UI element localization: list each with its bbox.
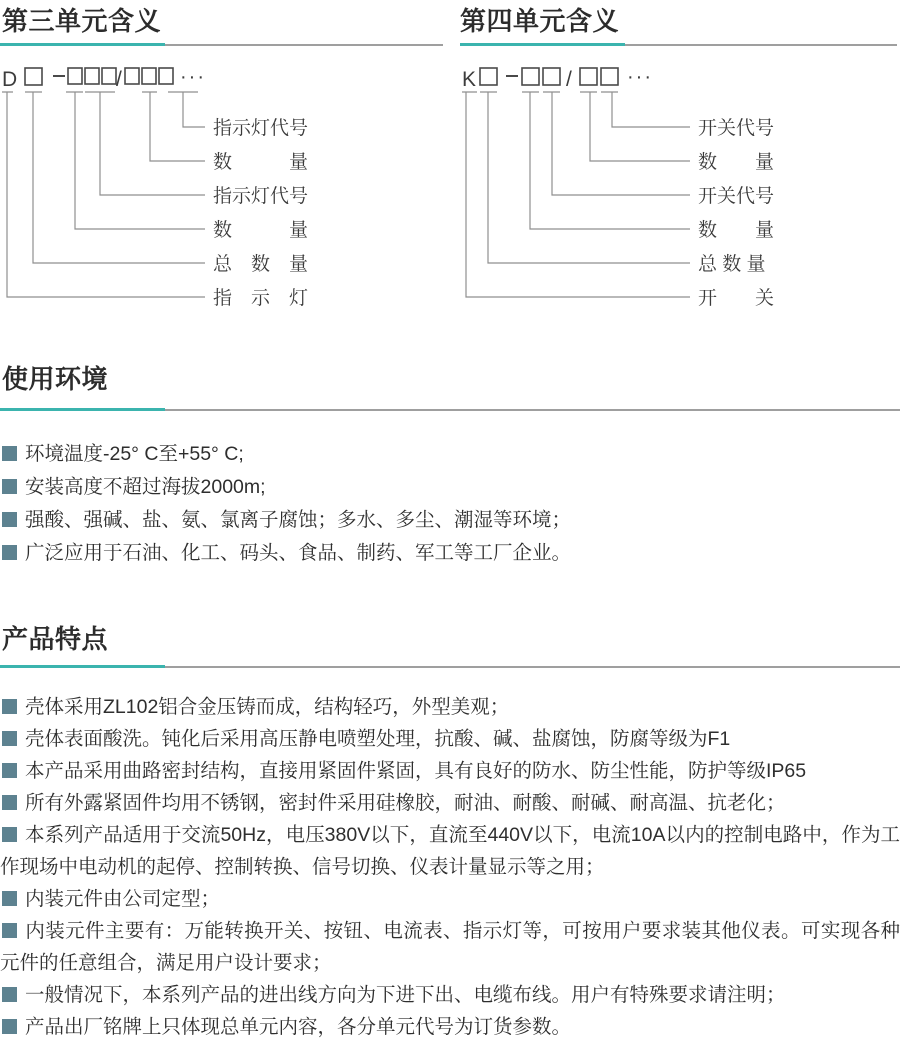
environment-item-text: 环境温度-25° C至+55° C;: [25, 443, 244, 465]
diagram-label: 指 示 灯: [213, 288, 309, 309]
unit3-underline: [0, 44, 443, 46]
environment-item: [0, 537, 900, 570]
feature-item: [0, 819, 900, 883]
diagram-label: 数 量: [698, 220, 775, 241]
unit3-title: 第三单元含义: [2, 6, 162, 36]
feature-item-text: 一般情况下，本系列产品的进出线方向为下进下出、电缆布线。用户有特殊要求请注明；: [25, 984, 786, 1006]
feature-item: [0, 979, 900, 1011]
diagram-label: 指示灯代号: [213, 186, 309, 207]
diagram-label: 总 数 量: [213, 254, 309, 275]
features-list: [0, 691, 900, 1043]
environment-item: [0, 438, 900, 471]
unit4-code-slash: /: [566, 68, 572, 91]
diagram-label: 指示灯代号: [213, 118, 309, 139]
bullet-square-icon: [2, 479, 17, 494]
environment-item-text: 强酸、强碱、盐、氨、氯离子腐蚀；多水、多尘、潮湿等环境；: [25, 509, 572, 531]
code-box: [125, 68, 139, 84]
diagram-label: 数 量: [213, 220, 309, 241]
diagram-label: 数 量: [698, 152, 775, 173]
environment-title: 使用环境: [2, 364, 109, 394]
environment-item-text: 安装高度不超过海拔2000m;: [25, 476, 266, 498]
feature-item-text: 本产品采用曲路密封结构，直接用紧固件紧固，具有良好的防水、防尘性能，防护等级IP65: [25, 760, 807, 782]
unit3-code-dots: ···: [180, 66, 206, 88]
bullet-square-icon: [2, 923, 17, 938]
code-box: [102, 68, 116, 84]
features-title: 产品特点: [2, 624, 109, 654]
unit4-code-diagram: [450, 60, 900, 310]
feature-item: [0, 915, 900, 979]
feature-item-text: 所有外露紧固件均用不锈钢，密封件采用硅橡胶，耐油、耐酸、耐碱、耐高温、抗老化；: [25, 792, 786, 814]
feature-item: [0, 755, 900, 787]
feature-item-text: 内装元件主要有：万能转换开关、按钮、电流表、指示灯等，可按用户要求装其他仪表。可实现各种元件的任意组合，满足用户设计要求；: [0, 920, 900, 974]
environment-list: [0, 438, 900, 570]
feature-item-text: 壳体表面酸洗。钝化后采用高压静电喷塑处理，抗酸、碱、盐腐蚀，防腐等级为F1: [25, 728, 731, 750]
bullet-square-icon: [2, 891, 17, 906]
bullet-square-icon: [2, 763, 17, 778]
bullet-square-icon: [2, 731, 17, 746]
code-box: [601, 68, 618, 85]
code-box: [68, 68, 82, 84]
code-box: [580, 68, 597, 85]
bullet-square-icon: [2, 545, 17, 560]
connector-line: [85, 92, 205, 195]
features-underline-accent: [0, 665, 165, 668]
code-box: [522, 68, 539, 85]
bullet-square-icon: [2, 795, 17, 810]
diagram-label: 开 关: [698, 288, 775, 309]
unit4-code-prefix: K: [462, 68, 477, 91]
diagram-label: 总 数 量: [698, 254, 766, 275]
bullet-square-icon: [2, 512, 17, 527]
environment-item: [0, 504, 900, 537]
feature-item-text: 内装元件由公司定型；: [25, 888, 221, 910]
bullet-square-icon: [2, 1019, 17, 1034]
environment-underline: [0, 409, 900, 411]
unit3-code-prefix: D: [2, 68, 18, 91]
diagram-label: 开关代号: [698, 186, 775, 207]
unit4-underline-accent: [460, 43, 625, 46]
feature-item-text: 产品出厂铭牌上只体现总单元内容，各分单元代号为订货参数。: [25, 1016, 572, 1038]
feature-item: [0, 883, 900, 915]
feature-item: [0, 691, 900, 723]
bullet-square-icon: [2, 699, 17, 714]
feature-item: [0, 723, 900, 755]
unit3-code-diagram: [0, 60, 450, 310]
bullet-square-icon: [2, 827, 17, 842]
code-box: [543, 68, 560, 85]
diagram-label: 开关代号: [698, 118, 775, 139]
connector-line: [25, 92, 205, 263]
unit3-underline-accent: [0, 43, 165, 46]
code-box: [480, 68, 497, 85]
code-box: [142, 68, 156, 84]
environment-item-text: 广泛应用于石油、化工、码头、食品、制药、军工等工厂企业。: [25, 542, 572, 564]
feature-item-text: 壳体采用ZL102铝合金压铸而成，结构轻巧，外型美观；: [25, 696, 510, 718]
feature-item: [0, 787, 900, 819]
connector-line: [168, 92, 205, 127]
unit4-underline: [460, 44, 897, 46]
environment-item: [0, 471, 900, 504]
features-underline: [0, 666, 900, 668]
diagram-label: 数 量: [213, 152, 309, 173]
unit4-title: 第四单元含义: [460, 6, 620, 36]
connector-line: [543, 92, 690, 195]
code-box: [159, 68, 173, 84]
feature-item: [0, 1011, 900, 1043]
code-box: [85, 68, 99, 84]
environment-underline-accent: [0, 408, 165, 411]
bullet-square-icon: [2, 987, 17, 1002]
unit4-code-dots: ···: [627, 66, 653, 88]
feature-item-text: 本系列产品适用于交流50Hz，电压380V以下，直流至440V以下，电流10A以内的控制电路中，作为工作现场中电动机的起停、控制转换、信号切换、仪表计量显示等之用；: [0, 824, 900, 878]
bullet-square-icon: [2, 446, 17, 461]
connector-line: [480, 92, 690, 263]
connector-line: [601, 92, 690, 127]
code-box: [25, 68, 42, 85]
unit3-code-slash: /: [116, 68, 122, 91]
